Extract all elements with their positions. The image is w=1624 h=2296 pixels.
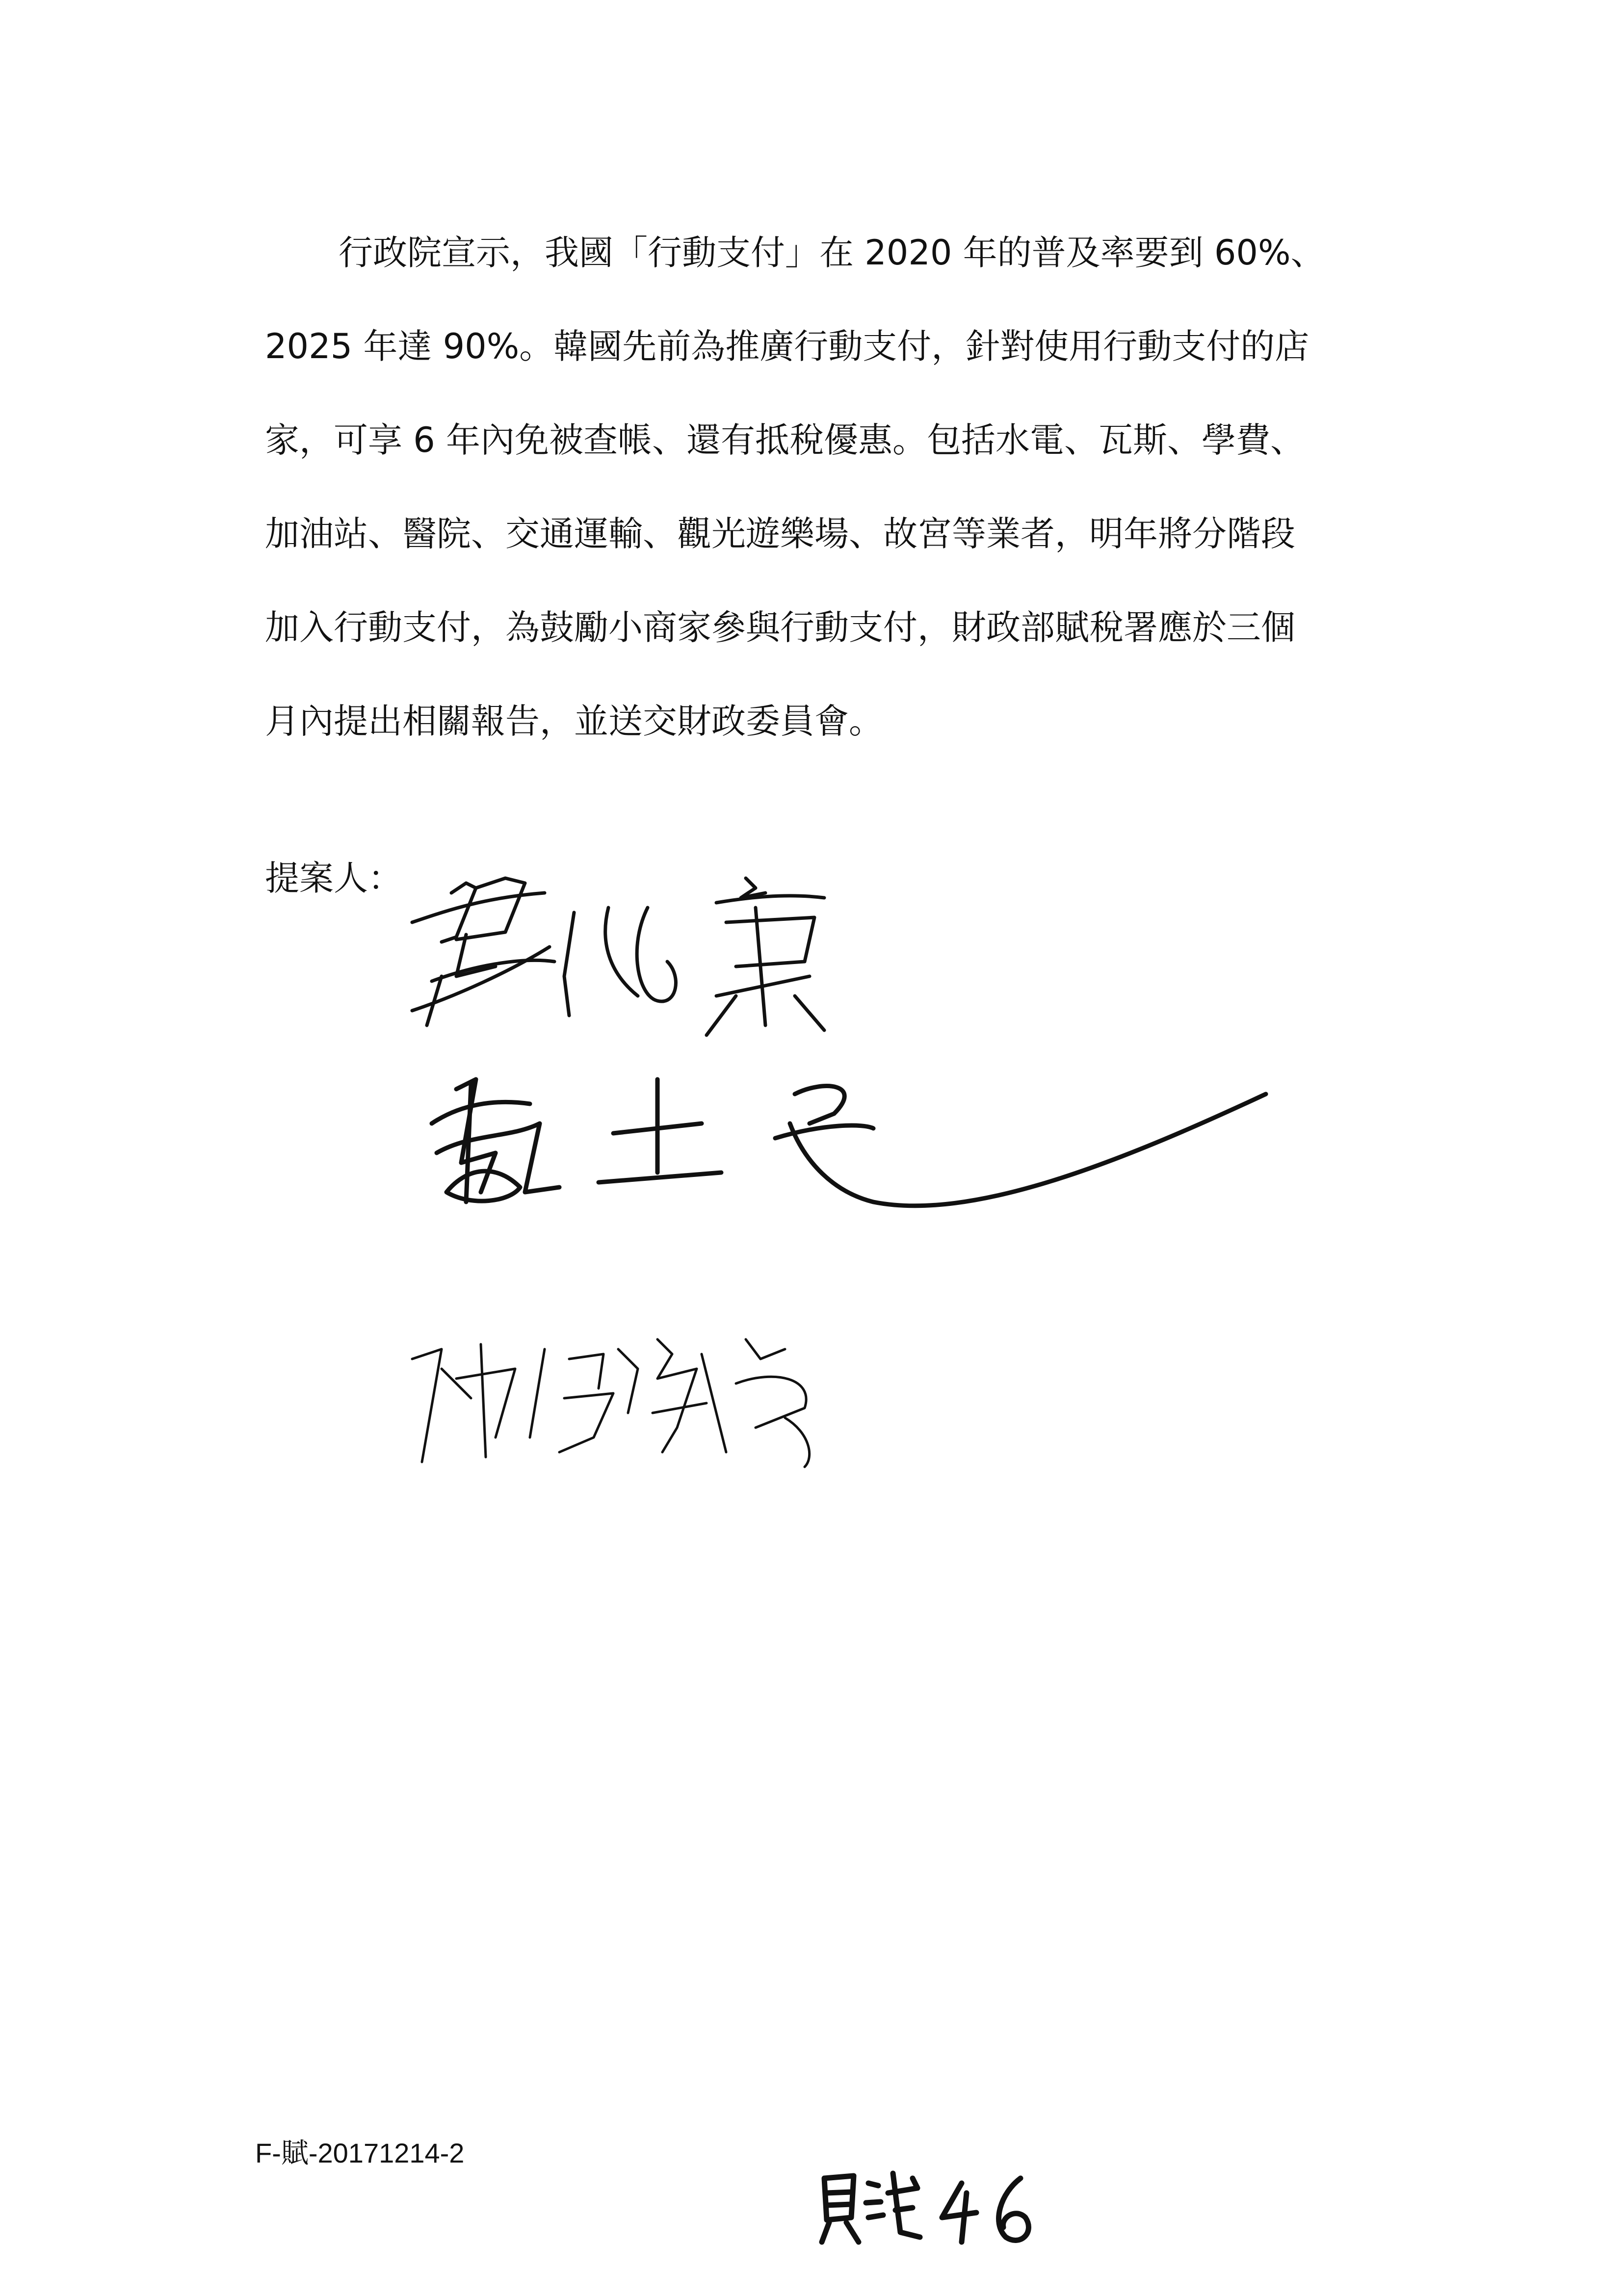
- signature-3: [412, 1339, 810, 1467]
- handwritten-signatures: [383, 849, 1315, 1536]
- paragraph-line: 家，可享 6 年內免被查帳、還有抵稅優惠。包括水電、瓦斯、學費、: [265, 420, 1305, 460]
- proposal-paragraph: [265, 206, 1403, 768]
- paragraph-line: 行政院宣示，我國「行動支付」在 2020 年的普及率要到 60%、: [339, 233, 1325, 273]
- signature-2: [432, 1079, 1266, 1206]
- paragraph-line: 2025 年達 90%。韓國先前為推廣行動支付，針對使用行動支付的店: [265, 326, 1310, 366]
- proposer-label: 提案人：: [265, 858, 402, 898]
- paragraph-line: 加入行動支付，為鼓勵小商家參與行動支付，財政部賦稅署應於三個: [265, 607, 1295, 648]
- paragraph-line: 加油站、醫院、交通運輸、觀光遊樂場、故宮等業者，明年將分階段: [265, 514, 1295, 554]
- handwritten-page-mark: [814, 2164, 1040, 2252]
- document-code: F-賦-20171214-2: [255, 2138, 465, 2168]
- signature-1: [412, 878, 824, 1035]
- paragraph-line: 月內提出相關報告，並送交財政委員會。: [265, 701, 883, 741]
